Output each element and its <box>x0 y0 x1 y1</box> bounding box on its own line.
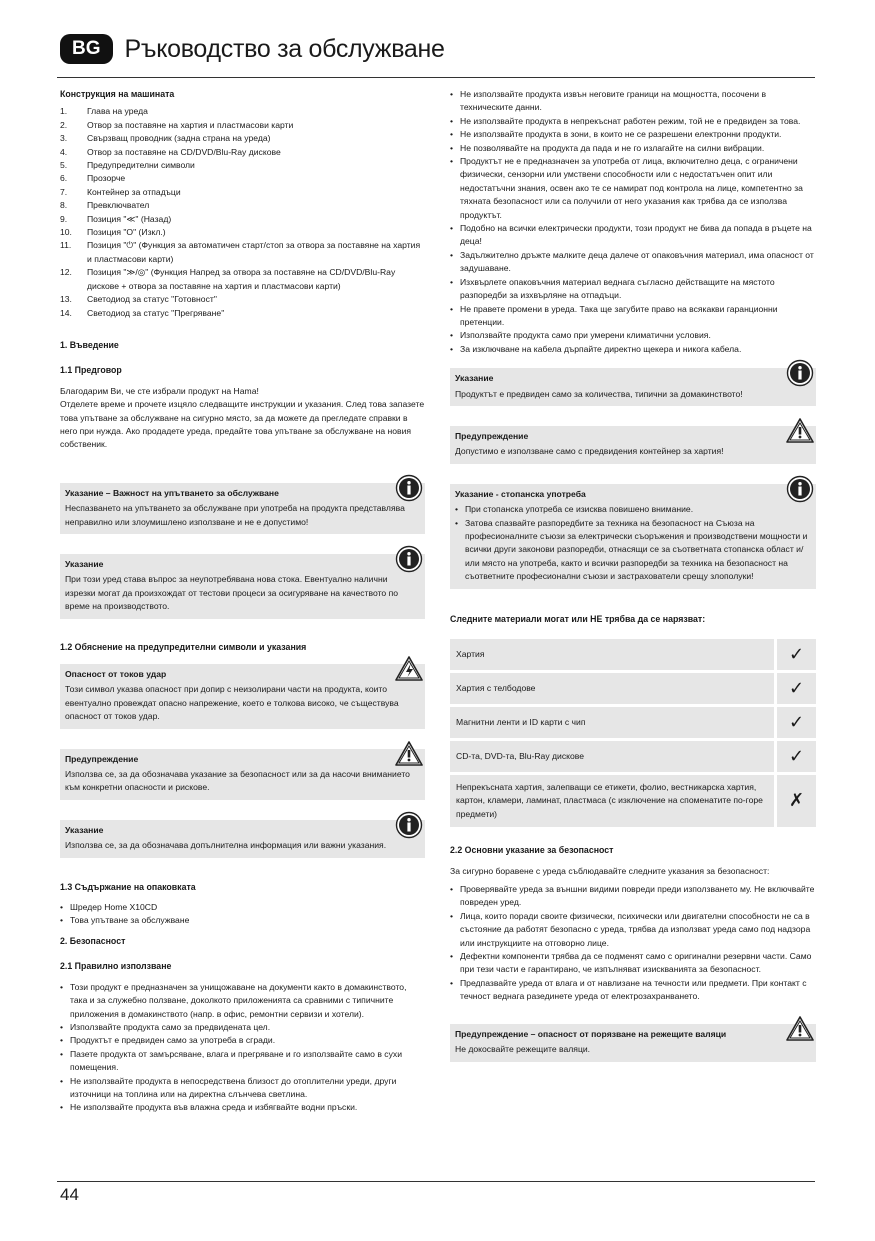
item-number: 8. <box>60 200 68 211</box>
item-number: 9. <box>60 213 68 224</box>
note-box-new-goods <box>60 554 425 619</box>
item-text: Свързващ проводник (задна страна на уреда) <box>87 133 271 144</box>
list-item <box>60 199 425 212</box>
item-text: Отвор за поставяне на CD/DVD/Blu-Ray дискове <box>87 146 281 157</box>
warning-box-title: Предупреждение – опасност от порязване на режещите валяци <box>455 1028 727 1039</box>
package-contents-list <box>60 901 425 928</box>
list-item: • Това упътване за обслужване <box>60 914 425 927</box>
note-box-text: Неспазването на упътването за обслужване при употреба на продукта представлява неправилно или злоумишлено използване и не е допустимо! <box>65 503 405 527</box>
warning-triangle-icon <box>395 740 423 768</box>
danger-box-electric-shock <box>60 664 425 729</box>
info-icon <box>395 811 423 839</box>
info-icon <box>786 475 814 503</box>
list-item: • Не използвайте продукта във влажна среда и избягвайте водни пръски. <box>60 1101 425 1114</box>
footer-divider <box>57 1181 815 1182</box>
list-item: • Не използвайте продукта в непосредствена близост до отоплителни уреди, други източници на топлина или на директна слънчева светлина. <box>60 1075 425 1102</box>
warning-box-text: Използва се, за да обозначава указание за безопасност или за да насочи вниманието към конкретни опасности и рискове. <box>65 769 410 793</box>
list-item: • Не използвайте продукта в непрекъснат работен режим, той не е предвиден за това. <box>450 115 816 128</box>
construction-list <box>60 105 425 320</box>
page-header <box>60 34 445 64</box>
header-divider <box>57 77 815 78</box>
item-number: 6. <box>60 173 68 184</box>
list-item: • Предпазвайте уреда от влага и от навлизане на течности или предмети. При контакт с течност веднага разединете уреда от електрозахранването. <box>450 977 816 1004</box>
warning-box-cutting-rollers <box>450 1024 816 1062</box>
table-row <box>450 775 816 827</box>
cross-mark-icon: ✗ <box>774 775 816 827</box>
table-row <box>450 673 816 704</box>
list-item: • Лица, които поради своите физически, психически или двигателни способности не са в състояние да работят безопасно с уреда, трябва да използват уреда само под надзора или инструкциите на отговорно лице. <box>450 910 816 950</box>
section-1-3-heading: 1.3 Съдържание на опаковката <box>60 881 196 892</box>
item-number: 2. <box>60 119 68 130</box>
list-item: • Дефектни компоненти трябва да се подменят само с оригинални резервни части. Само при тези части е гарантирано, че изпълняват изискванията за безопасност. <box>450 950 816 977</box>
list-item: • Изхвърлете опаковъчния материал веднага съгласно действащите на мястото разпоредби за изхвърляне на отпадъци. <box>450 276 816 303</box>
item-text: Контейнер за отпадъци <box>87 186 181 197</box>
warning-triangle-icon <box>786 1015 814 1043</box>
basic-safety-list <box>450 883 816 1004</box>
preface-paragraph-2: Отделете време и прочете изцяло следващите инструкции и указания. След това запазете това упътване за обслужване на сигурно място, за да можете да прегледате справки в него при нужда. Ако продадете уреда, предайте това упътване за обслужване на новия собственик. <box>60 399 425 450</box>
list-item: • Подобно на всички електрически продукти, този продукт не бива да попада в ръцете на деца! <box>450 222 816 249</box>
check-mark-icon: ✓ <box>774 639 816 670</box>
danger-box-text: Този символ указва опасност при допир с неизолирани части на продукта, които евентуално провеждат опасно напрежение, което е толкова високо, че съществува опасност от токов удар. <box>65 684 399 722</box>
list-item: • Проверявайте уреда за външни видими повреди преди използването му. Не включвайте повреден уред. <box>450 883 816 910</box>
item-number: 5. <box>60 160 68 171</box>
note-box-title: Указание – Важност на упътването за обслужване <box>65 487 279 498</box>
material-name: CD-та, DVD-та, Blu-Ray дискове <box>450 741 774 772</box>
list-item: • Шредер Home X10CD <box>60 901 425 914</box>
materials-heading: Следните материали могат или НЕ трябва да се нарязват: <box>450 613 706 624</box>
note-box-info <box>60 820 425 858</box>
list-item: • Използвайте продукта само за предвидената цел. <box>60 1021 425 1034</box>
material-name: Магнитни ленти и ID карти с чип <box>450 707 774 738</box>
list-item: • Не правете промени в уреда. Така ще загубите право на всякакви гаранционни претенции. <box>450 303 816 330</box>
list-item <box>60 132 425 145</box>
item-number: 10. <box>60 227 72 238</box>
list-item <box>60 293 425 306</box>
item-number: 11. <box>60 240 72 251</box>
note-box-text: Продуктът е предвиден само за количества, типични за домакинството! <box>455 388 743 399</box>
safety-intro: За сигурно боравене с уреда съблюдавайте следните указания за безопасност: <box>450 865 770 876</box>
item-text: Светодиод за статус "Готовност" <box>87 294 217 305</box>
table-row <box>450 639 816 670</box>
warning-box-container <box>450 426 816 464</box>
list-item: • За изключване на кабела дърпайте директно щекера и никога кабела. <box>450 343 816 356</box>
item-text: Позиция "⏻" (Функция за автоматичен старт/стоп за отвора за поставяне на хартия и пластмасови карти) <box>87 240 421 264</box>
right-column <box>450 88 816 1062</box>
list-item <box>60 239 425 266</box>
list-item <box>60 119 425 132</box>
list-item: • Задължително дръжте малките деца далече от опаковъчния материал, има опасност от задушаване. <box>450 249 816 276</box>
item-number: 14. <box>60 307 72 318</box>
list-item <box>60 226 425 239</box>
list-item <box>60 213 425 226</box>
construction-heading: Конструкция на машината <box>60 89 175 99</box>
warning-box-title: Предупреждение <box>455 430 529 441</box>
list-item: • Пазете продукта от замърсяване, влага и прегряване и го използвайте само в сухи помещения. <box>60 1048 425 1075</box>
check-mark-icon: ✓ <box>774 707 816 738</box>
warning-box-text: Не докосвайте режещите валяци. <box>455 1044 591 1055</box>
note-box-title: Указание <box>65 824 104 835</box>
note-box-commercial-use <box>450 484 816 589</box>
item-text: Позиция "O" (Изкл.) <box>87 227 166 238</box>
language-badge: BG <box>60 34 113 64</box>
info-icon <box>395 474 423 502</box>
item-number: 13. <box>60 294 72 305</box>
material-name: Хартия с телбодове <box>450 673 774 704</box>
material-name: Непрекъсната хартия, залепващи се етикети, фолио, вестникарска хартия, картон, кламери, ламинат, пластмаса (с изключение на споменатите по-горе предмети) <box>450 775 774 827</box>
note-box-title: Указание <box>65 558 104 569</box>
item-text: Позиция "≫/◎" (Функция Напред за отвора за поставяне на CD/DVD/Blu-Ray дискове + отвора за поставяне на хартия и пластмасови карти) <box>87 267 396 291</box>
section-1-heading: 1. Въведение <box>60 339 119 350</box>
list-item: • Не позволявайте на продукта да пада и не го излагайте на силни вибрации. <box>450 142 816 155</box>
table-row <box>450 707 816 738</box>
list-item: • Този продукт е предназначен за унищожаване на документи както в домакинството, така и за служебно ползване, доколкото приложенията са сравними с типичните приложения в домакинството (напр. в офис, ремонтни сервизи и хотели). <box>60 981 425 1021</box>
note-box-household-quantities <box>450 368 816 406</box>
preface-paragraph-1: Благодарим Ви, че сте избрали продукт на Hama! <box>60 385 259 396</box>
section-2-1-heading: 2.1 Правилно използване <box>60 961 172 972</box>
item-text: Позиция "≪" (Назад) <box>87 213 172 224</box>
material-name: Хартия <box>450 639 774 670</box>
item-text: Глава на уреда <box>87 106 148 117</box>
list-item: • Използвайте продукта само при умерени климатични условия. <box>450 329 816 342</box>
section-1-1-heading: 1.1 Предговор <box>60 365 122 376</box>
list-item <box>60 146 425 159</box>
materials-table <box>450 636 816 830</box>
list-item: • При стопанска употреба се изисква повишено внимание. <box>455 503 810 516</box>
warning-box-general <box>60 749 425 800</box>
left-column <box>60 88 425 1115</box>
list-item: • Затова спазвайте разпоредбите за техника на безопасност на Съюза на професионалните съюзи за електрически съоръжения и производствени мощности и всички други законови разпоредби, отнасящи се за съответната стопанска област и/или място на употреба, както и всички разпоредби за техника на безопасност на съответните професионални съюзи и застрахователи срещу злополуки! <box>455 517 810 584</box>
page-number: 44 <box>60 1185 79 1204</box>
item-number: 4. <box>60 146 68 157</box>
table-row <box>450 741 816 772</box>
info-icon <box>786 359 814 387</box>
section-2-2-heading: 2.2 Основни указание за безопасност <box>450 845 614 856</box>
item-text: Отвор за поставяне на хартия и пластмасови карти <box>87 119 294 130</box>
info-icon <box>395 545 423 573</box>
list-item <box>60 105 425 118</box>
item-text: Превключвател <box>87 200 150 211</box>
warning-box-text: Допустимо е използване само с предвидения контейнер за хартия! <box>455 446 724 457</box>
commercial-use-list <box>455 503 810 583</box>
check-mark-icon: ✓ <box>774 741 816 772</box>
section-1-2-heading: 1.2 Обяснение на предупредителни символи и указания <box>60 641 307 652</box>
note-box-title: Указание <box>455 373 494 384</box>
list-item: • Продуктът е предвиден само за употреба в сгради. <box>60 1034 425 1047</box>
warning-triangle-icon <box>786 417 814 445</box>
item-text: Светодиод за статус "Прегряване" <box>87 307 225 318</box>
list-item <box>60 266 425 293</box>
section-2-heading: 2. Безопасност <box>60 935 126 946</box>
page-title: Ръководство за обслужване <box>124 34 445 63</box>
list-item <box>60 307 425 320</box>
note-box-text: При този уред става въпрос за неупотребявана нова стока. Евентуално налични изрезки могат да произхождат от тестови процеси за осигуряване на качеството по време на производството. <box>65 574 399 612</box>
list-item <box>60 172 425 185</box>
item-number: 3. <box>60 133 68 144</box>
list-item: • Не използвайте продукта в зони, в които не се разрешени електронни продукти. <box>450 128 816 141</box>
item-number: 7. <box>60 186 68 197</box>
check-mark-icon: ✓ <box>774 673 816 704</box>
list-item <box>60 186 425 199</box>
proper-use-list <box>60 981 425 1115</box>
note-box-title: Указание - стопанска употреба <box>455 488 586 499</box>
danger-box-title: Опасност от токов удар <box>65 669 167 679</box>
safety-list-continued <box>450 88 816 356</box>
list-item: • Продуктът не е предназначен за употреба от лица, включително деца, с ограничени физически, сензорни или умствени способности или с недостатъчен опит или недостатъчни знания, освен ако те се намират под контрола на лице, компетентно за тяхната безопасност или са получили от него указания как трябва да се използва продуктът. <box>450 155 816 222</box>
item-number: 1. <box>60 106 68 117</box>
electric-shock-warning-icon <box>395 655 423 683</box>
list-item <box>60 159 425 172</box>
warning-box-title: Предупреждение <box>65 753 139 764</box>
list-item: • Не използвайте продукта извън неговите граници на мощността, посочени в техническите данни. <box>450 88 816 115</box>
item-number: 12. <box>60 267 72 278</box>
item-text: Прозорче <box>87 173 126 184</box>
note-box-text: Използва се, за да обозначава допълнителна информация или важни указания. <box>65 840 387 851</box>
item-text: Предупредителни символи <box>87 160 195 171</box>
note-box-importance <box>60 483 425 534</box>
